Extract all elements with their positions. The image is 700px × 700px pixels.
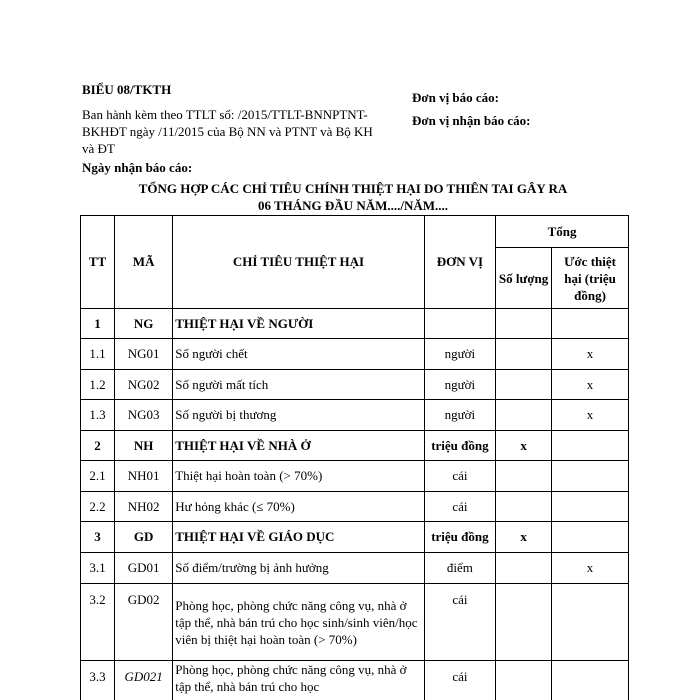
row-code: NG01	[115, 339, 173, 370]
document-title	[80, 180, 626, 214]
row-quantity: x	[496, 431, 552, 461]
row-tt: 2.2	[81, 492, 115, 522]
row-unit: cái	[424, 661, 495, 700]
row-estimated	[552, 309, 629, 339]
issued-note-line: và ĐT	[82, 141, 115, 156]
row-code: GD02	[115, 584, 173, 661]
table-row	[81, 400, 629, 431]
row-tt: 1.2	[81, 370, 115, 400]
reporting-unit-label: Đơn vị báo cáo:	[412, 90, 500, 105]
form-code: BIỂU 08/TKTH	[82, 82, 172, 97]
row-estimated	[552, 661, 629, 700]
row-unit: cái	[424, 584, 495, 661]
row-quantity	[496, 461, 552, 492]
row-quantity	[496, 492, 552, 522]
row-name: Phòng học, phòng chức năng công vụ, nhà ở tập thể, nhà bán trú cho học	[173, 661, 424, 700]
table-row	[81, 431, 629, 461]
table-row	[81, 553, 629, 584]
row-estimated	[552, 522, 629, 553]
table-row	[81, 370, 629, 400]
header-total: Tổng	[496, 216, 629, 248]
row-name: THIỆT HẠI VỀ GIÁO DỤC	[173, 522, 424, 553]
row-tt: 3	[81, 522, 115, 553]
row-code: GD	[115, 522, 173, 553]
row-name: THIỆT HẠI VỀ NHÀ Ở	[173, 431, 424, 461]
row-estimated	[552, 492, 629, 522]
document-title-line: TỔNG HỢP CÁC CHỈ TIÊU CHÍNH THIỆT HẠI DO THIÊN TAI GÂY RA	[138, 181, 568, 196]
row-code: NG03	[115, 400, 173, 431]
row-code: NG	[115, 309, 173, 339]
row-tt: 1	[81, 309, 115, 339]
row-tt: 2	[81, 431, 115, 461]
row-name: THIỆT HẠI VỀ NGƯỜI	[173, 309, 424, 339]
issued-note	[82, 106, 412, 157]
row-code: GD01	[115, 553, 173, 584]
row-name: Thiệt hại hoàn toàn (> 70%)	[173, 461, 424, 492]
row-tt: 3.1	[81, 553, 115, 584]
table-row	[81, 339, 629, 370]
table-row	[81, 461, 629, 492]
row-estimated	[552, 461, 629, 492]
row-name: Số người mất tích	[173, 370, 424, 400]
row-unit: cái	[424, 461, 495, 492]
row-estimated: x	[552, 370, 629, 400]
header-unit: ĐƠN VỊ	[424, 216, 495, 309]
row-tt: 3.3	[81, 661, 115, 700]
row-unit: người	[424, 400, 495, 431]
row-quantity	[496, 370, 552, 400]
row-estimated	[552, 431, 629, 461]
row-tt: 3.2	[81, 584, 115, 661]
row-quantity	[496, 553, 552, 584]
row-name: Số người chết	[173, 339, 424, 370]
row-quantity	[496, 584, 552, 661]
header-quantity: Số lượng	[496, 248, 552, 309]
row-code: NG02	[115, 370, 173, 400]
header-code: MÃ	[115, 216, 173, 309]
row-code: NH	[115, 431, 173, 461]
receiving-unit-label: Đơn vị nhận báo cáo:	[412, 113, 531, 128]
document-title-line: 06 THÁNG ĐẦU NĂM..../NĂM....	[257, 198, 449, 213]
header-indicator: CHỈ TIÊU THIỆT HẠI	[173, 216, 424, 309]
row-code: NH02	[115, 492, 173, 522]
row-unit	[424, 309, 495, 339]
damage-report-table	[80, 215, 629, 700]
table-row	[81, 661, 629, 700]
row-quantity	[496, 400, 552, 431]
row-unit: người	[424, 339, 495, 370]
row-estimated: x	[552, 553, 629, 584]
row-tt: 1.3	[81, 400, 115, 431]
row-name: Phòng học, phòng chức năng công vụ, nhà ở tập thể, nhà bán trú cho học sinh/sinh viên/học viên bị thiệt hại hoàn toàn (> 70%)	[173, 584, 424, 661]
row-quantity	[496, 309, 552, 339]
row-name: Hư hỏng khác (≤ 70%)	[173, 492, 424, 522]
issued-note-line: Ban hành kèm theo TTLT số: /2015/TTLT-BNNPTNT-	[82, 107, 368, 122]
row-quantity	[496, 661, 552, 700]
row-code: GD021	[115, 661, 173, 700]
table-row	[81, 584, 629, 661]
table-row	[81, 522, 629, 553]
header-tt: TT	[81, 216, 115, 309]
row-unit: triệu đồng	[424, 431, 495, 461]
table-row	[81, 492, 629, 522]
row-quantity	[496, 339, 552, 370]
row-tt: 2.1	[81, 461, 115, 492]
row-name: Số điểm/trường bị ảnh hưởng	[173, 553, 424, 584]
row-name: Số người bị thương	[173, 400, 424, 431]
row-unit: triệu đồng	[424, 522, 495, 553]
row-code: NH01	[115, 461, 173, 492]
row-quantity: x	[496, 522, 552, 553]
row-estimated: x	[552, 400, 629, 431]
row-unit: cái	[424, 492, 495, 522]
header-estimated: Ước thiệt hại (triệu đồng)	[552, 248, 629, 309]
row-unit: điểm	[424, 553, 495, 584]
row-estimated: x	[552, 339, 629, 370]
row-tt: 1.1	[81, 339, 115, 370]
table-row	[81, 309, 629, 339]
row-estimated	[552, 584, 629, 661]
received-date-label: Ngày nhận báo cáo:	[82, 160, 193, 175]
row-unit: người	[424, 370, 495, 400]
issued-note-line: BKHĐT ngày /11/2015 của Bộ NN và PTNT và Bộ KH	[82, 124, 373, 139]
